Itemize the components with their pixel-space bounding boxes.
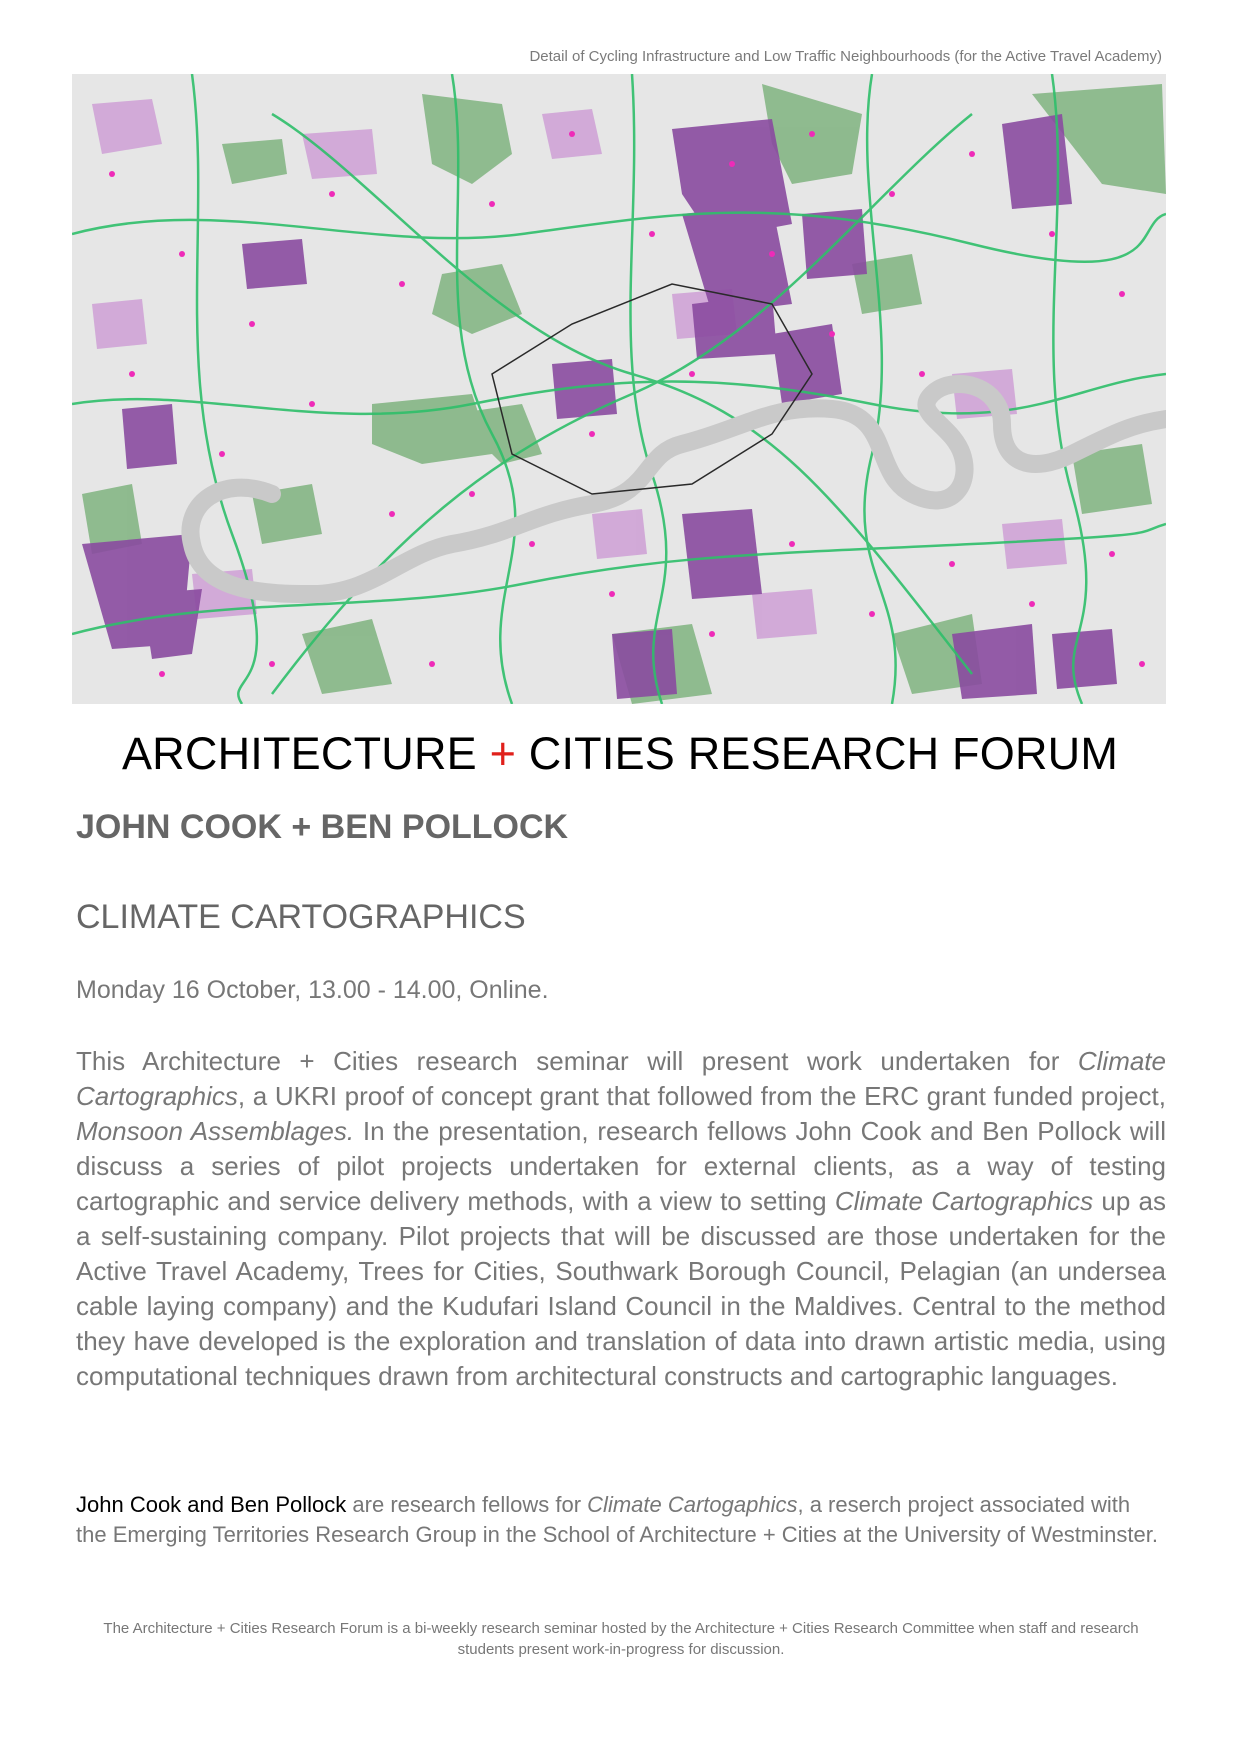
talk-title: CLIMATE CARTOGRAPHICS [76, 898, 526, 936]
forum-footer-note: The Architecture + Cities Research Forum is a bi-weekly research seminar hosted by the Architecture + Cities Research Committee when staff and research students present work-in-progress for discussion. [103, 1620, 1139, 1658]
event-datetime: Monday 16 October, 13.00 - 14.00, Online. [76, 976, 549, 1004]
cycling-infrastructure-map [72, 74, 1166, 704]
abstract-paragraph: This Architecture + Cities research seminar will present work undertaken for Climate Cartographics, a UKRI proof of concept grant that followed from the ERC grant funded project, Monsoon Assemblages. In the presentation, research fellows John Cook and Ben Pollock will discuss a series of pilot projects undertaken for external clients, as a way of testing cartographic and service delivery methods, with a view to setting Climate Cartographics up as a self-sustaining company. Pilot projects that will be discussed are those undertaken for the Active Travel Academy, Trees for Cities, Southwark Borough Council, Pelagian (an undersea cable laying company) and the Kudufari Island Council in the Maldives. Central to the method they have developed is the exploration and translation of data into drawn artistic media, using computational techniques drawn from architectural constructs and cartographic languages. [76, 1046, 1166, 1391]
speaker-bio: John Cook and Ben Pollock are research fellows for Climate Cartogaphics, a reserch project associated with the Emerging Territories Research Group in the School of Architecture + Cities at the University of Westminster. [76, 1492, 1158, 1547]
forum-title: ARCHITECTURE + CITIES RESEARCH FORUM [121, 728, 1119, 779]
speaker-names: JOHN COOK + BEN POLLOCK [76, 808, 569, 846]
map-caption: Detail of Cycling Infrastructure and Low Traffic Neighbourhoods (for the Active Travel Academy) [529, 48, 1162, 65]
